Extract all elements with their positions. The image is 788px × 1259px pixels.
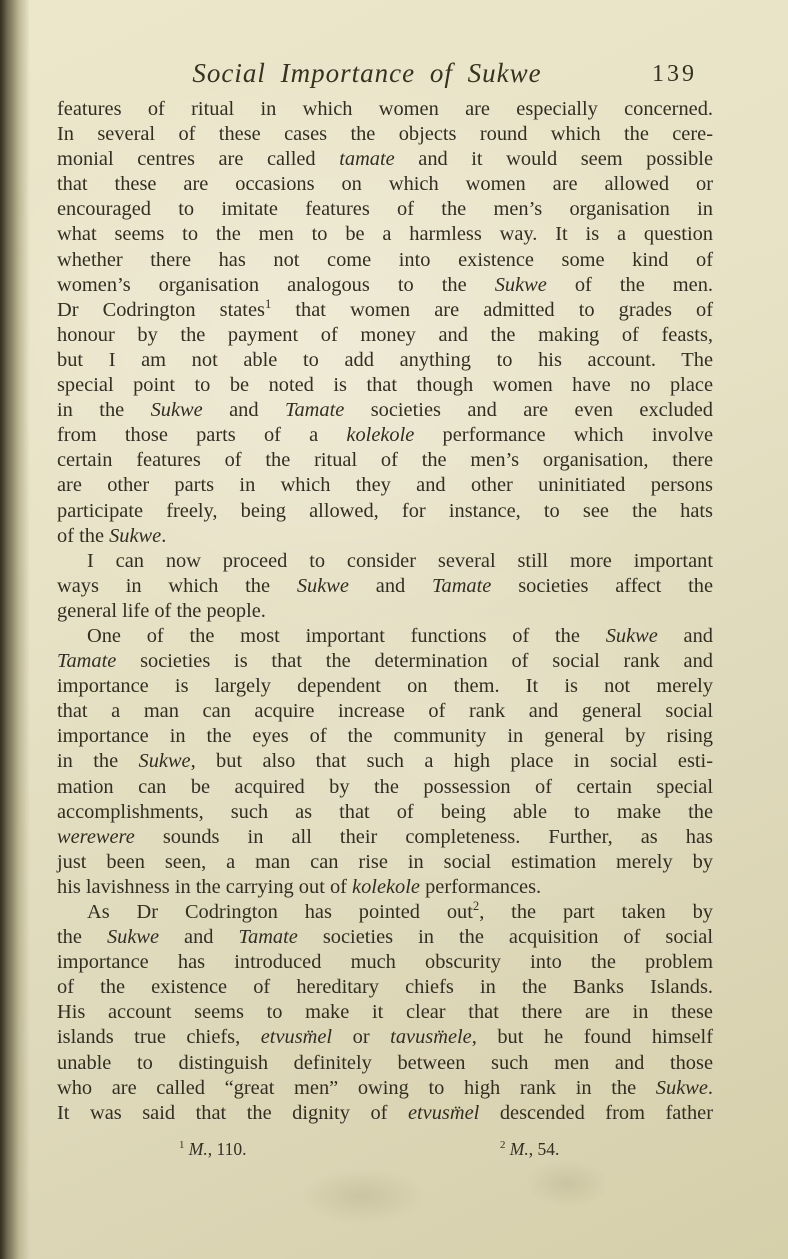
- text-line: Tamate societies is that the determination of social rank and: [57, 650, 713, 673]
- footnotes: [57, 1137, 713, 1163]
- text-line: that a man can acquire increase of rank and general social: [57, 700, 713, 723]
- text-line: features of ritual in which women are especially concerned.: [57, 98, 713, 120]
- text-line: accomplishments, such as that of being able to make the: [57, 800, 713, 823]
- text-line: the Sukwe and Tamate societies in the acquisition of social: [57, 926, 713, 949]
- footnote-2: $^2$ M., 54.: [500, 1139, 560, 1159]
- text-line: certain features of the ritual of the men’s organisation, there: [57, 449, 713, 472]
- text-line: His account seems to make it clear that there are in these: [57, 1001, 713, 1024]
- text-line: his lavishness in the carrying out of kolekole performances.: [57, 875, 542, 898]
- text-line: participate freely, being allowed, for instance, to see the hats: [57, 499, 713, 522]
- text-line: general life of the people.: [57, 599, 266, 622]
- text-line: that these are occasions on which women are allowed or: [57, 173, 713, 196]
- text-line: are other parts in which they and other uninitiated persons: [57, 474, 713, 497]
- text-line: monial centres are called tamate and it would seem possible: [57, 148, 713, 171]
- text-line: I can now proceed to consider several still more important: [87, 549, 713, 572]
- text-line: In several of these cases the objects round which the cere-: [57, 123, 713, 146]
- text-line: just been seen, a man can rise in social estimation merely by: [57, 850, 713, 873]
- text-line: importance is largely dependent on them. It is not merely: [57, 675, 713, 698]
- text-line: mation can be acquired by the possession of certain special: [57, 775, 713, 798]
- text-line: who are called “great men” owing to high rank in the Sukwe.: [57, 1076, 713, 1099]
- text-line: whether there has not come into existence some kind of: [57, 248, 713, 271]
- text-line: encouraged to imitate features of the men’s organisation in: [57, 198, 713, 221]
- text-line: from those parts of a kolekole performance which involve: [57, 424, 713, 447]
- text-line: in the Sukwe and Tamate societies and are even excluded: [57, 399, 714, 422]
- text-line: in the Sukwe, but also that such a high place in social esti-: [57, 750, 713, 773]
- text-line: of the Sukwe.: [57, 524, 167, 547]
- text-line: One of the most important functions of the Sukwe and: [87, 624, 714, 647]
- text-line: unable to distinguish definitely between such men and those: [57, 1051, 713, 1074]
- text-line: As Dr Codrington has pointed out$^2$, the part taken by: [87, 899, 713, 923]
- page-binding-edge: [0, 0, 30, 1259]
- text-line: Dr Codrington states$^1$ that women are admitted to grades of: [57, 296, 713, 321]
- text-line: women’s organisation analogous to the Sukwe of the men.: [57, 273, 713, 296]
- text-line: special point to be noted is that though women have no place: [57, 374, 713, 397]
- page-number: 139: [652, 61, 697, 87]
- text-block: [57, 97, 713, 1126]
- text-line: what seems to the men to be a harmless way. It is a question: [57, 223, 713, 246]
- text-line: importance in the eyes of the community in general by rising: [57, 725, 713, 748]
- text-line: importance has introduced much obscurity into the problem: [57, 951, 713, 974]
- text-line: of the existence of hereditary chiefs in the Banks Islands.: [57, 976, 713, 999]
- text-line: honour by the payment of money and the making of feasts,: [57, 323, 713, 346]
- text-line: but I am not able to add anything to his account. The: [57, 348, 713, 371]
- text-line: ways in which the Sukwe and Tamate societies affect the: [57, 574, 714, 597]
- text-line: It was said that the dignity of etvusm̈el descended from father: [57, 1101, 713, 1124]
- page-header: [57, 56, 713, 90]
- text-line: islands true chiefs, etvusm̈el or tavusm̈ele, but he found himself: [57, 1026, 714, 1049]
- footnote-1: $^1$ M., 110.: [179, 1139, 247, 1159]
- text-line: werewere sounds in all their completeness. Further, as has: [57, 825, 713, 848]
- running-title: Social Importance of Sukwe: [192, 58, 542, 88]
